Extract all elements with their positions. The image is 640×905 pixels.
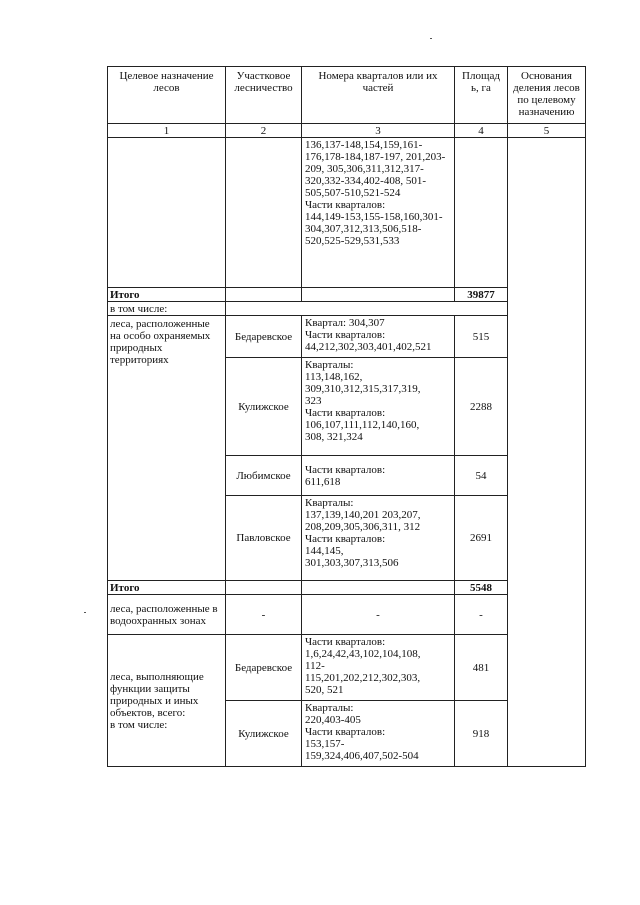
column-number: 3 (302, 124, 455, 138)
forest-purpose-table (107, 66, 586, 767)
area-cell: 515 (455, 316, 508, 358)
quarters-cell: Части кварталов: 611,618 (302, 456, 455, 496)
column-number: 4 (455, 124, 508, 138)
column-number: 5 (508, 124, 586, 138)
parts-list: 144,149-153,155-158,160,301-304,307,312,313,506,518-520,525-529,531,533 (305, 211, 443, 247)
district-cell: Любимское (226, 456, 302, 496)
district-cell: Кулижское (226, 358, 302, 456)
total-label: Итого (108, 288, 226, 302)
district-cell: - (226, 595, 302, 635)
total-label: Итого (108, 581, 226, 595)
quarters-cell: Кварталы: 220,403-405 Части кварталов: 153,157- 159,324,406,407,502-504 (302, 701, 455, 767)
empty-cell (226, 288, 302, 302)
quarters-cell: Квартал: 304,307 Части кварталов: 44,212,302,303,401,402,521 (302, 316, 455, 358)
area-cell: 481 (455, 635, 508, 701)
header-basis: Основания деления лесов по целевому назначению (508, 67, 586, 124)
purpose-cell: леса, выполняющие функции защиты природных и иных объектов, всего: в том числе: (108, 635, 226, 767)
column-number-row (108, 124, 586, 138)
district-cell: Бедаревское (226, 316, 302, 358)
quarter-list: 136,137-148,154,159,161-176,178-184,187-197, 201,203-209, 305,306,311,312,317-320,332-334,402-408, 501-505,507-510,521-524 (305, 139, 446, 199)
area-cell: 54 (455, 456, 508, 496)
district-cell (226, 138, 302, 288)
district-cell: Бедаревское (226, 635, 302, 701)
quarters-cell: - (302, 595, 455, 635)
district-cell: Павловское (226, 496, 302, 581)
district-cell: Кулижское (226, 701, 302, 767)
quarters-cell: Кварталы: 137,139,140,201 203,207, 208,209,305,306,311, 312 Части кварталов: 144,145, 301,303,307,313,506 (302, 496, 455, 581)
total-value: 5548 (455, 581, 508, 595)
header-purpose: Целевое назначение лесов (108, 67, 226, 124)
header-district: Участковое лесничество (226, 67, 302, 124)
parts-label: Части кварталов: (305, 199, 386, 211)
total-value: 39877 (455, 288, 508, 302)
quarters-cell: Части кварталов: 1,6,24,42,43,102,104,108, 112- 115,201,202,212,302,303, 520, 521 (302, 635, 455, 701)
purpose-cell: леса, расположенные в водоохранных зонах (108, 595, 226, 635)
including-label: в том числе: (108, 302, 226, 316)
quarters-cell (302, 138, 455, 288)
column-number: 1 (108, 124, 226, 138)
scan-speck (430, 38, 432, 39)
empty-cell (226, 302, 508, 316)
purpose-cell: леса, расположенные на особо охраняемых природных территориях (108, 316, 226, 581)
empty-cell (302, 288, 455, 302)
header-row (108, 67, 586, 124)
area-cell: - (455, 595, 508, 635)
header-area: Площад ь, га (455, 67, 508, 124)
area-cell (455, 138, 508, 288)
area-cell: 2691 (455, 496, 508, 581)
quarters-cell: Кварталы: 113,148,162, 309,310,312,315,317,319, 323 Части кварталов: 106,107,111,112,140,160, 308, 321,324 (302, 358, 455, 456)
purpose-cell (108, 138, 226, 288)
scan-speck (84, 612, 86, 613)
empty-cell (226, 581, 302, 595)
table-row (108, 138, 586, 288)
basis-cell (508, 138, 586, 767)
area-cell: 918 (455, 701, 508, 767)
header-quarters: Номера кварталов или их частей (302, 67, 455, 124)
area-cell: 2288 (455, 358, 508, 456)
empty-cell (302, 581, 455, 595)
column-number: 2 (226, 124, 302, 138)
